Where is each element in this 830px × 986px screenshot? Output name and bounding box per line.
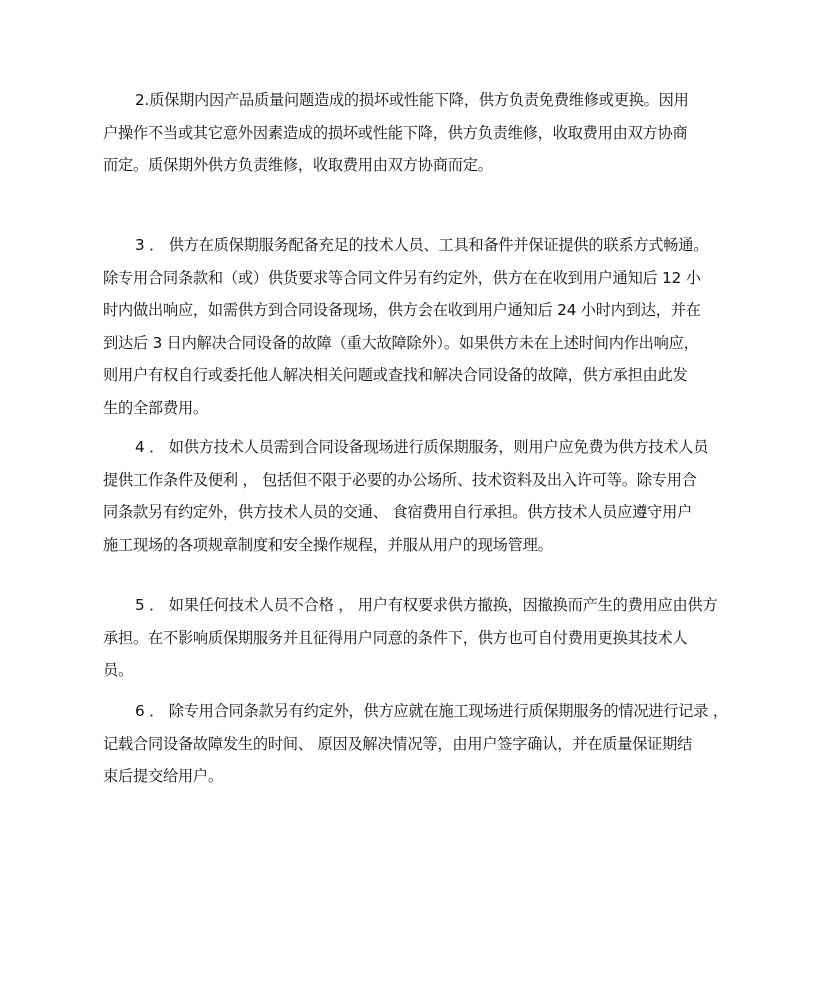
text-line: 生的全部费用。	[103, 398, 208, 417]
text-line: 到达后 3 日内解决合同设备的故障（重大故障除外）。如果供方未在上述时间内作出响应，	[103, 333, 699, 352]
text-line: 4 ． 如供方技术人员需到合同设备现场进行质保期服务，则用户应免费为供方技术人员	[135, 438, 709, 456]
text-line: 时内做出响应，如需供方到合同设备现场，供方会在收到用户通知后 24 小时内到达，并在	[103, 301, 701, 319]
text-line: 6 ． 除专用合同条款另有约定外，供方应就在施工现场进行质保期服务的情况进行记录 ，	[135, 702, 728, 720]
paragraph	[103, 229, 743, 424]
paragraph	[103, 695, 743, 793]
text-line: 提供工作条件及便利 ， 包括但不限于必要的办公场所、技术资料及出入许可等。除专用合	[103, 470, 697, 489]
text-line: 5 ． 如果任何技术人员不合格 ， 用户有权要求供方撤换，因撤换而产生的费用应由供方	[135, 596, 718, 614]
text-line: 2.质保期内因产品质量问题造成的损坏或性能下降，供方负责免费维修或更换。因用	[135, 91, 689, 109]
paragraph	[103, 84, 743, 182]
text-line: 则用户有权自行或委托他人解决相关问题或查找和解决合同设备的故障，供方承担由此发	[103, 366, 688, 384]
text-line: 户操作不当或其它意外因素造成的损坏或性能下降，供方负责维修，收取费用由双方协商	[103, 123, 688, 142]
text-line: 承担。在不影响质保期服务并且征得用户同意的条件下，供方也可自付费用更换其技术人	[103, 628, 688, 647]
text-line: 束后提交给用户。	[103, 767, 223, 785]
text-line: 员。	[103, 661, 133, 679]
paragraph	[103, 431, 743, 561]
text-line: 施工现场的各项规章制度和安全操作规程，并服从用户的现场管理。	[103, 535, 553, 554]
text-line: 除专用合同条款和（或）供货要求等合同文件另有约定外，供方在在收到用户通知后 12 小	[103, 268, 701, 287]
text-line: 3 ． 供方在质保期服务配备充足的技术人员、工具和备件并保证提供的联系方式畅通。	[135, 236, 709, 254]
text-line: 同条款另有约定外，供方技术人员的交通、 食宿费用自行承担。供方技术人员应遵守用户	[103, 503, 693, 521]
paragraph	[103, 589, 743, 687]
text-line: 记载合同设备故障发生的时间、 原因及解决情况等，由用户签字确认，并在质量保证期结	[103, 734, 693, 753]
text-line: 而定。质保期外供方负责维修，收取费用由双方协商而定。	[103, 156, 493, 174]
